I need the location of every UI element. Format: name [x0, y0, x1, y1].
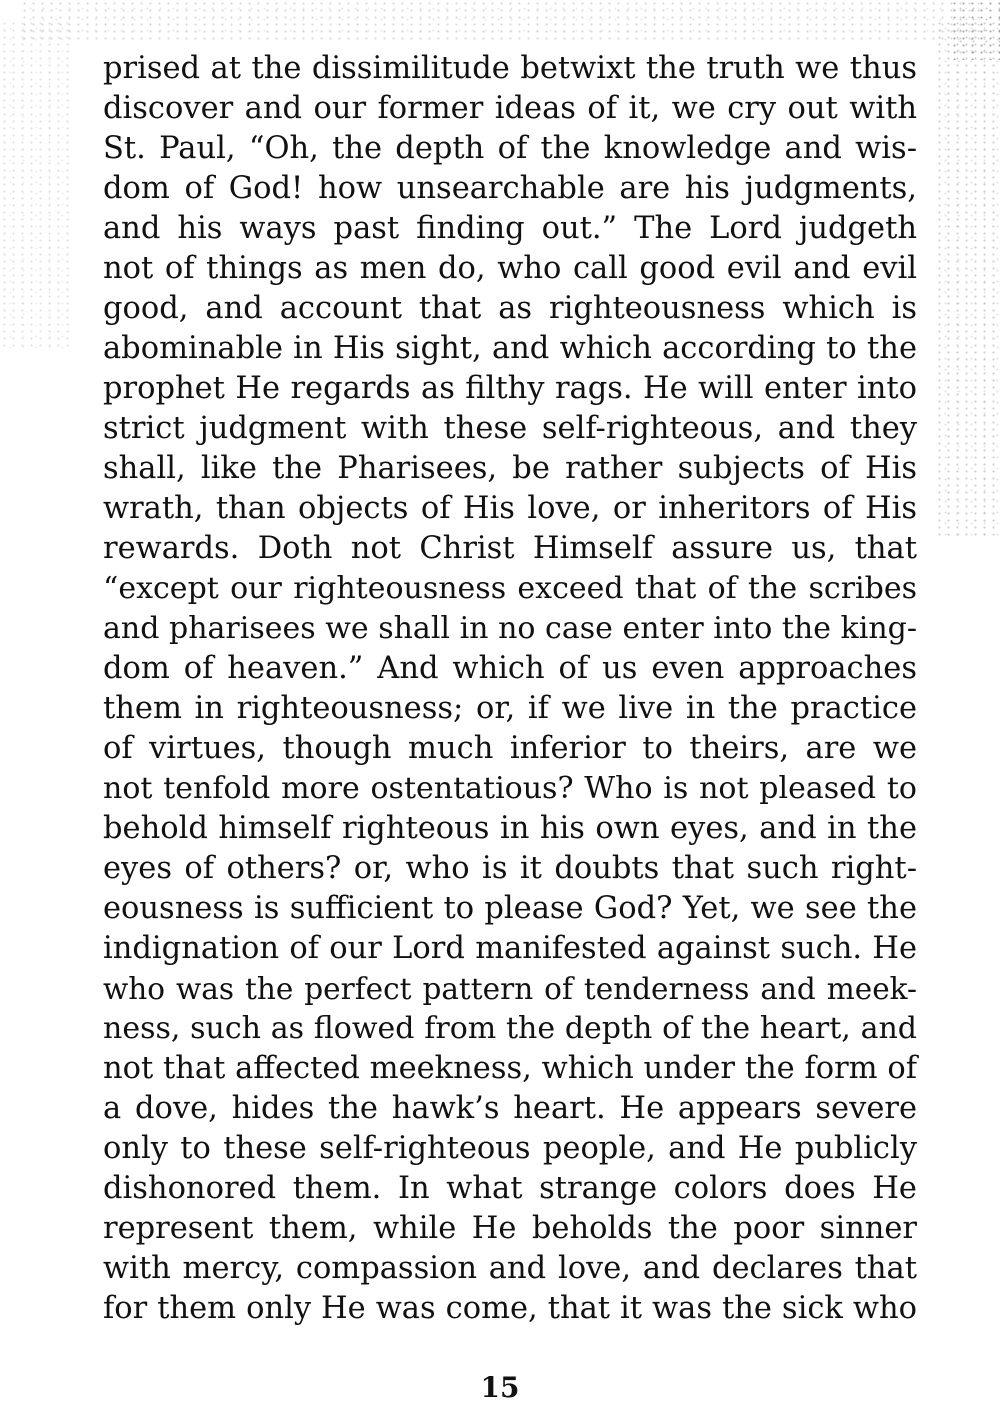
text-line: represent them, while He beholds the poor sinner	[103, 1211, 917, 1246]
text-line: prised at the dissimilitude betwixt the truth we thus	[103, 51, 917, 86]
text-line: eyes of others? or, who is it doubts that such right-	[103, 851, 917, 886]
text-line: with mercy, compassion and love, and declares that	[103, 1251, 917, 1286]
text-line: strict judgment with these self-righteous, and they	[103, 411, 917, 446]
text-line: for them only He was come, that it was the sick who	[103, 1291, 917, 1326]
text-line: “except our righteousness exceed that of the scribes	[103, 571, 917, 606]
text-line: St. Paul, “Oh, the depth of the knowledge and wis-	[103, 131, 917, 166]
scan-noise-top	[20, 0, 980, 40]
text-line: them in righteousness; or, if we live in the practice	[103, 691, 917, 726]
text-line: eousness is sufficient to please God? Yet, we see the	[103, 891, 917, 926]
text-line: good, and account that as righteousness which is	[103, 291, 917, 326]
text-line: ness, such as flowed from the depth of the heart, and	[103, 1011, 917, 1046]
page-number: 15	[480, 1371, 520, 1404]
body-text	[103, 49, 917, 1329]
text-line: not of things as men do, who call good evil and evil	[103, 251, 917, 286]
text-line: who was the perfect pattern of tenderness and meek-	[103, 972, 917, 1006]
text-line: only to these self-righteous people, and He publicly	[103, 1131, 917, 1166]
text-line: shall, like the Pharisees, be rather subjects of His	[103, 451, 917, 486]
text-line: dom of heaven.” And which of us even approaches	[103, 651, 917, 686]
scan-noise-right	[935, 20, 1000, 540]
text-line: discover and our former ideas of it, we cry out with	[103, 91, 917, 126]
text-line: and pharisees we shall in no case enter into the king-	[103, 611, 917, 646]
text-line: abominable in His sight, and which according to the	[103, 331, 917, 366]
text-line: rewards. Doth not Christ Himself assure us, that	[103, 531, 917, 566]
text-line: dishonored them. In what strange colors does He	[103, 1171, 917, 1206]
text-line: wrath, than objects of His love, or inheritors of His	[103, 491, 917, 526]
text-line: prophet He regards as filthy rags. He will enter into	[103, 371, 917, 406]
scan-noise-left	[0, 20, 70, 350]
text-line: of virtues, though much inferior to theirs, are we	[103, 731, 917, 766]
text-line: indignation of our Lord manifested against such. He	[103, 931, 917, 966]
text-line: behold himself righteous in his own eyes, and in the	[103, 811, 917, 846]
text-line: a dove, hides the hawk’s heart. He appears severe	[103, 1091, 917, 1126]
text-line: not that affected meekness, which under the form of	[103, 1051, 917, 1086]
text-line: and his ways past finding out.” The Lord judgeth	[103, 211, 917, 246]
text-line: not tenfold more ostentatious? Who is not pleased to	[103, 771, 917, 806]
text-line: dom of God! how unsearchable are his judgments,	[103, 171, 917, 206]
